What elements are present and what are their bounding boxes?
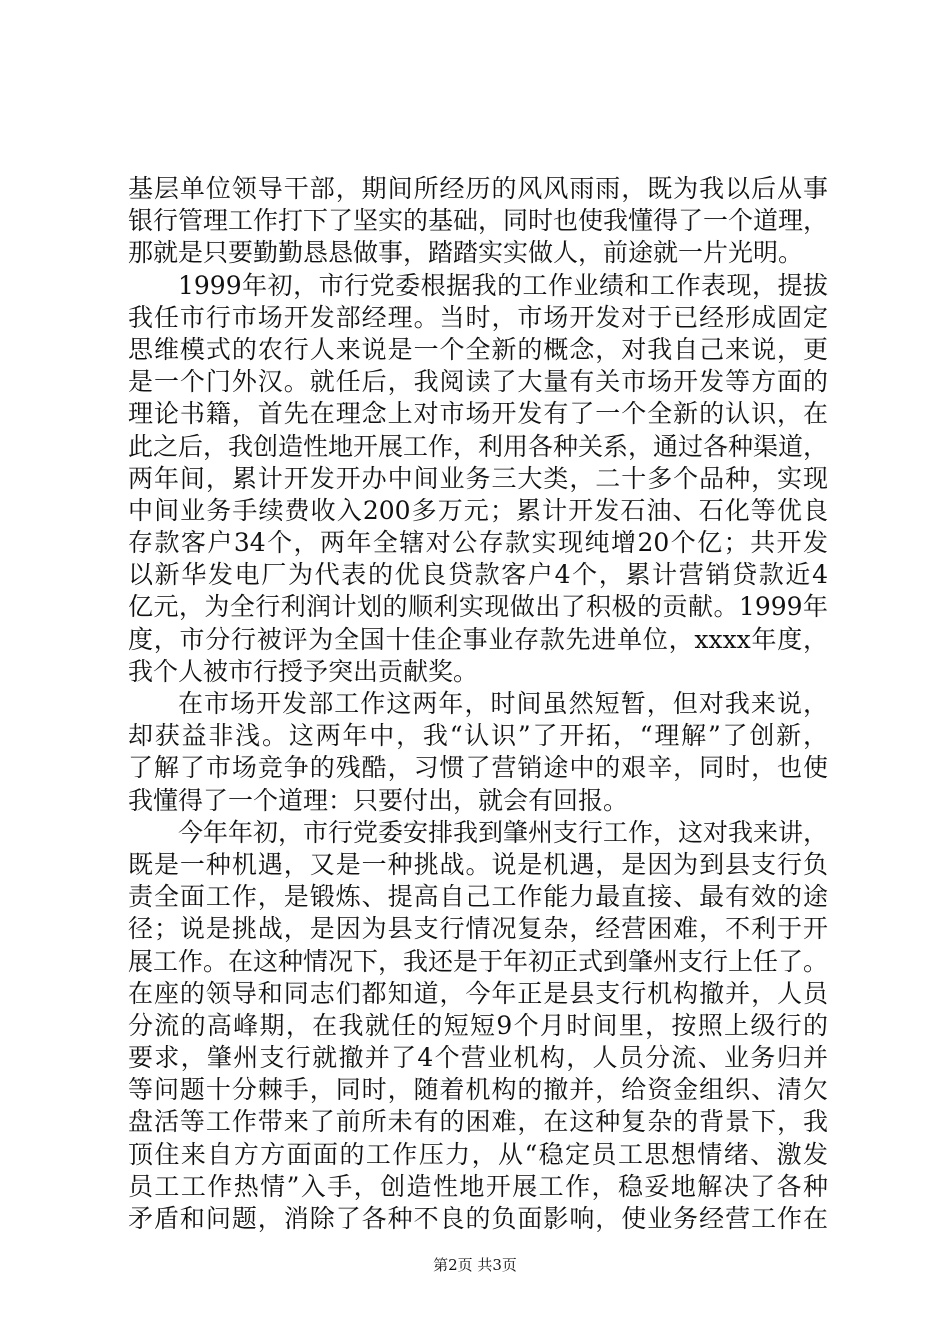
text-line: 此之后，我创造性地开展工作，利用各种关系，通过各种渠道， <box>128 431 829 461</box>
text-line: 了解了市场竞争的残酷，习惯了营销途中的艰辛，同时，也使 <box>128 753 828 783</box>
text-line: 径；说是挑战，是因为县支行情况复杂，经营困难，不利于开 <box>128 914 828 944</box>
text-line: 却获益非浅。这两年中，我“认识”了开拓，“理解”了创新， <box>128 721 828 751</box>
text-line: 中间业务手续费收入200多万元；累计开发石油、石化等优良 <box>128 495 828 525</box>
body-text <box>128 173 828 1235</box>
text-line: 我懂得了一个道理：只要付出，就会有回报。 <box>128 785 629 815</box>
text-line: 我个人被市行授予突出贡献奖。 <box>128 656 479 686</box>
text-line: 理论书籍，首先在理念上对市场开发有了一个全新的认识，在 <box>128 399 828 429</box>
text-line: 矛盾和问题，消除了各种不良的负面影响，使业务经营工作在 <box>128 1204 828 1233</box>
text-line: 盘活等工作带来了前所未有的困难，在这种复杂的背景下，我 <box>128 1107 828 1137</box>
text-line: 员工工作热情”入手，创造性地开展工作，稳妥地解决了各种 <box>128 1171 828 1201</box>
text-line: 以新华发电厂为代表的优良贷款客户4个，累计营销贷款近4 <box>128 560 828 590</box>
text-line: 等问题十分棘手，同时，随着机构的撤并，给资金组织、清欠 <box>128 1075 828 1105</box>
text-line: 我任市行市场开发部经理。当时，市场开发对于已经形成固定 <box>128 302 828 332</box>
text-line: 在市场开发部工作这两年，时间虽然短暂，但对我来说， <box>178 689 828 718</box>
text-line: 1999年初，市行党委根据我的工作业绩和工作表现，提拔 <box>178 270 828 300</box>
text-line: 要求，肇州支行就撤并了4个营业机构，人员分流、业务归并 <box>128 1043 828 1073</box>
text-line: 今年年初，市行党委安排我到肇州支行工作，这对我来讲， <box>178 817 829 847</box>
text-line: 分流的高峰期，在我就任的短短9个月时间里，按照上级行的 <box>128 1010 828 1040</box>
text-line: 那就是只要勤勤恳恳做事，踏踏实实做人，前途就一片光明。 <box>128 238 804 268</box>
text-line: 是一个门外汉。就任后，我阅读了大量有关市场开发等方面的 <box>128 367 828 397</box>
text-line: 顶住来自方方面面的工作压力，从“稳定员工思想情绪、激发 <box>128 1139 828 1169</box>
text-line: 责全面工作，是锻炼、提高自己工作能力最直接、最有效的途 <box>128 882 828 912</box>
text-line: 思维模式的农行人来说是一个全新的概念，对我自己来说，更 <box>128 334 828 364</box>
text-line: 展工作。在这种情况下，我还是于年初正式到肇州支行上任了。 <box>128 946 829 976</box>
text-line: 银行管理工作打下了坚实的基础，同时也使我懂得了一个道理， <box>128 206 829 236</box>
text-line: 在座的领导和同志们都知道，今年正是县支行机构撤并，人员 <box>128 978 828 1008</box>
text-line: 亿元，为全行利润计划的顺利实现做出了积极的贡献。1999年 <box>128 592 828 622</box>
text-line: 存款客户34个，两年全辖对公存款实现纯增20个亿；共开发 <box>128 528 828 558</box>
page-footer: 第2页 共3页 <box>433 1256 517 1274</box>
text-line: 两年间，累计开发开办中间业务三大类，二十多个品种，实现 <box>128 463 828 493</box>
text-line: 基层单位领导干部，期间所经历的风风雨雨，既为我以后从事 <box>128 174 828 203</box>
text-line: 既是一种机遇，又是一种挑战。说是机遇，是因为到县支行负 <box>128 849 828 879</box>
text-line: 度，市分行被评为全国十佳企事业存款先进单位，xxxx年度， <box>128 624 828 654</box>
